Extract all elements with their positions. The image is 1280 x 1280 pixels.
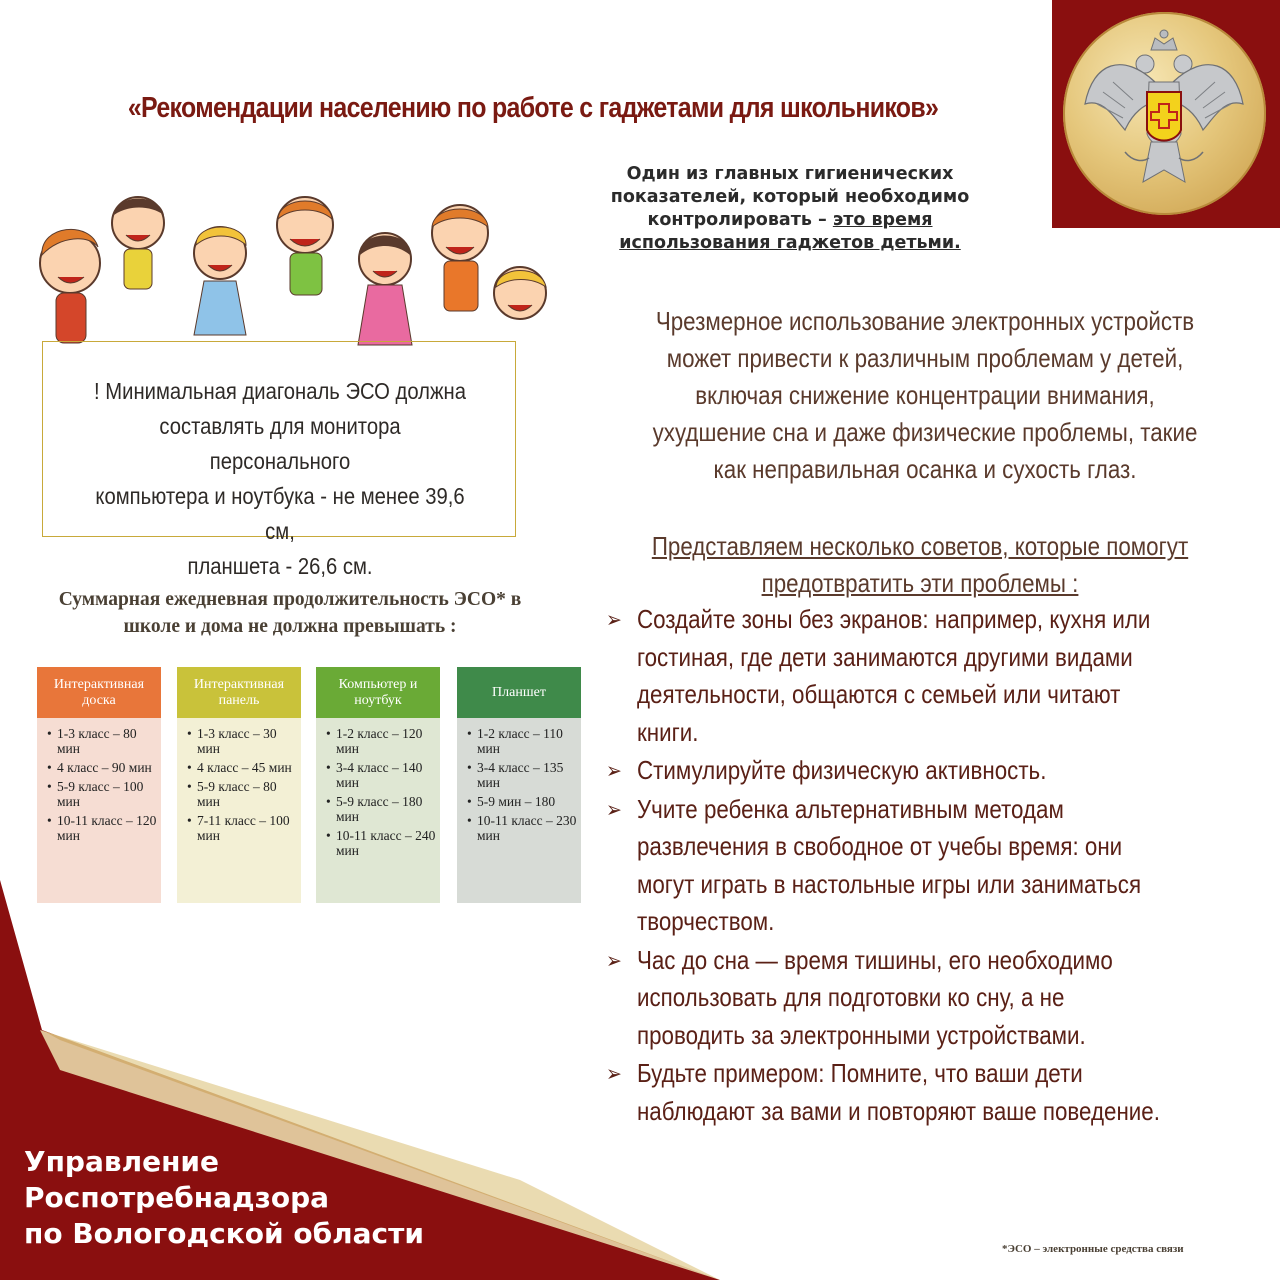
list-item: • 1-3 класс – 80 мин — [47, 726, 137, 756]
intro-line — [560, 209, 1020, 232]
page-title: «Рекомендации населению по работе с гаджетами для школьников» — [127, 92, 939, 124]
duration-heading-line: школе и дома не должна превышать : — [123, 616, 457, 637]
list-item: • 5-9 класс – 180 мин — [326, 794, 423, 824]
list-item: ➢ Стимулируйте физическую активность. — [606, 752, 1225, 790]
arrow-bullet-icon: ➢ — [606, 758, 622, 783]
intro-text — [560, 163, 1020, 255]
tips-heading — [628, 528, 1213, 602]
kid-icon — [277, 197, 333, 295]
double-headed-eagle-icon — [1063, 12, 1266, 215]
arrow-bullet-icon: ➢ — [606, 1061, 622, 1086]
kid-icon — [432, 205, 488, 311]
card-header — [316, 667, 440, 718]
card-interactive-board — [37, 667, 161, 903]
kid-icon — [112, 197, 164, 289]
info-line: компьютера и ноутбука - не менее 39,6 см, — [95, 483, 465, 544]
organization-line: Роспотребнадзора — [24, 1181, 330, 1214]
arrow-bullet-icon: ➢ — [606, 607, 622, 632]
card-title: Интерактивная панель — [193, 676, 285, 708]
list-item: ➢ Час до сна — время тишины, его необходимо использовать для подготовки ко сну, а не проводить за электронными устройствами. — [606, 942, 1225, 1055]
card-body — [177, 718, 301, 903]
card-body — [457, 718, 581, 903]
problems-paragraph — [646, 303, 1205, 488]
list-item: • 1-3 класс – 30 мин — [187, 726, 277, 756]
organization-line: по Вологодской области — [24, 1217, 424, 1250]
list-item: • 1-2 класс – 110 мин — [467, 726, 563, 756]
card-title: Компьютер и ноутбук — [338, 676, 418, 708]
kid-icon — [194, 227, 246, 335]
card-tablet — [457, 667, 581, 903]
list-item: • 10-11 класс – 120 мин — [47, 813, 157, 843]
intro-line: показателей, который необходимо — [610, 187, 970, 207]
kid-icon — [40, 229, 100, 343]
kid-icon — [358, 233, 412, 345]
list-item: ➢ Создайте зоны без экранов: например, кухня или гостиная, где дети занимаются другими видами деятельности, общаются с семьей или читают книги. — [606, 601, 1225, 751]
card-title: Интерактивная доска — [53, 676, 145, 708]
list-item: • 10-11 класс – 230 мин — [467, 813, 577, 843]
intro-line: Один из главных гигиенических — [626, 164, 954, 184]
info-line: ! Минимальная диагональ ЭСО должна — [94, 378, 466, 404]
emblem-medallion — [1063, 12, 1266, 215]
duration-heading — [30, 586, 550, 640]
paragraph-line: как неправильная осанка и сухость глаз. — [713, 454, 1137, 484]
organization-line: Управление — [24, 1145, 220, 1178]
card-interactive-panel — [177, 667, 301, 903]
tips-heading-line: предотвратить эти проблемы : — [761, 568, 1079, 598]
kid-icon — [494, 267, 546, 319]
arrow-bullet-icon: ➢ — [606, 796, 622, 822]
list-item: • 4 класс – 90 мин — [47, 760, 152, 775]
card-body — [316, 718, 440, 903]
list-item: • 1-2 класс – 120 мин — [326, 726, 423, 756]
list-item: • 3-4 класс – 135 мин — [467, 760, 564, 790]
list-item: • 5-9 мин – 180 — [467, 794, 556, 809]
list-item: • 7-11 класс – 100 мин — [187, 813, 290, 843]
card-header — [457, 667, 581, 718]
organization-name — [24, 1144, 424, 1252]
intro-line-underlined: использования гаджетов детьми. — [619, 233, 961, 253]
card-computer-laptop — [316, 667, 440, 903]
intro-line-underlined: это время — [832, 210, 933, 230]
paragraph-line: Чрезмерное использование электронных устройств — [655, 306, 1195, 336]
card-header — [37, 667, 161, 718]
list-item: • 3-4 класс – 140 мин — [326, 760, 423, 790]
card-body — [37, 718, 161, 903]
paragraph-line: может привести к различным проблемам у детей, — [666, 343, 1184, 373]
tips-heading-line: Представляем несколько советов, которые помогут — [651, 531, 1189, 561]
list-item: ➢ Будьте примером: Помните, что ваши дети наблюдают за вами и повторяют ваше поведение. — [606, 1055, 1225, 1130]
list-item: • 5-9 класс – 80 мин — [187, 779, 277, 809]
info-line: планшета - 26,6 см. — [187, 553, 373, 579]
arrow-bullet-icon: ➢ — [606, 947, 622, 973]
list-item: • 4 класс – 45 мин — [187, 760, 292, 775]
footnote: *ЭСО – электронные средства связи — [1002, 1243, 1184, 1255]
paragraph-line: включая снижение концентрации внимания, — [695, 380, 1155, 410]
intro-line-plain: контролировать – — [647, 210, 833, 230]
duration-heading-line: Суммарная ежедневная продолжительность ЭСО* в — [58, 589, 522, 610]
list-item: ➢ Учите ребенка альтернативным методам развлечения в свободное от учебы время: они могут играть в настольные игры или заниматься творчеством. — [606, 791, 1225, 941]
card-title: Планшет — [492, 684, 546, 700]
info-box-text — [86, 374, 473, 584]
list-item: • 10-11 класс – 240 мин — [326, 828, 436, 858]
card-header — [177, 667, 301, 718]
paragraph-line: ухудшение сна и даже физические проблемы, такие — [652, 417, 1198, 447]
list-item: • 5-9 класс – 100 мин — [47, 779, 144, 809]
info-line: составлять для монитора персонального — [159, 413, 401, 474]
